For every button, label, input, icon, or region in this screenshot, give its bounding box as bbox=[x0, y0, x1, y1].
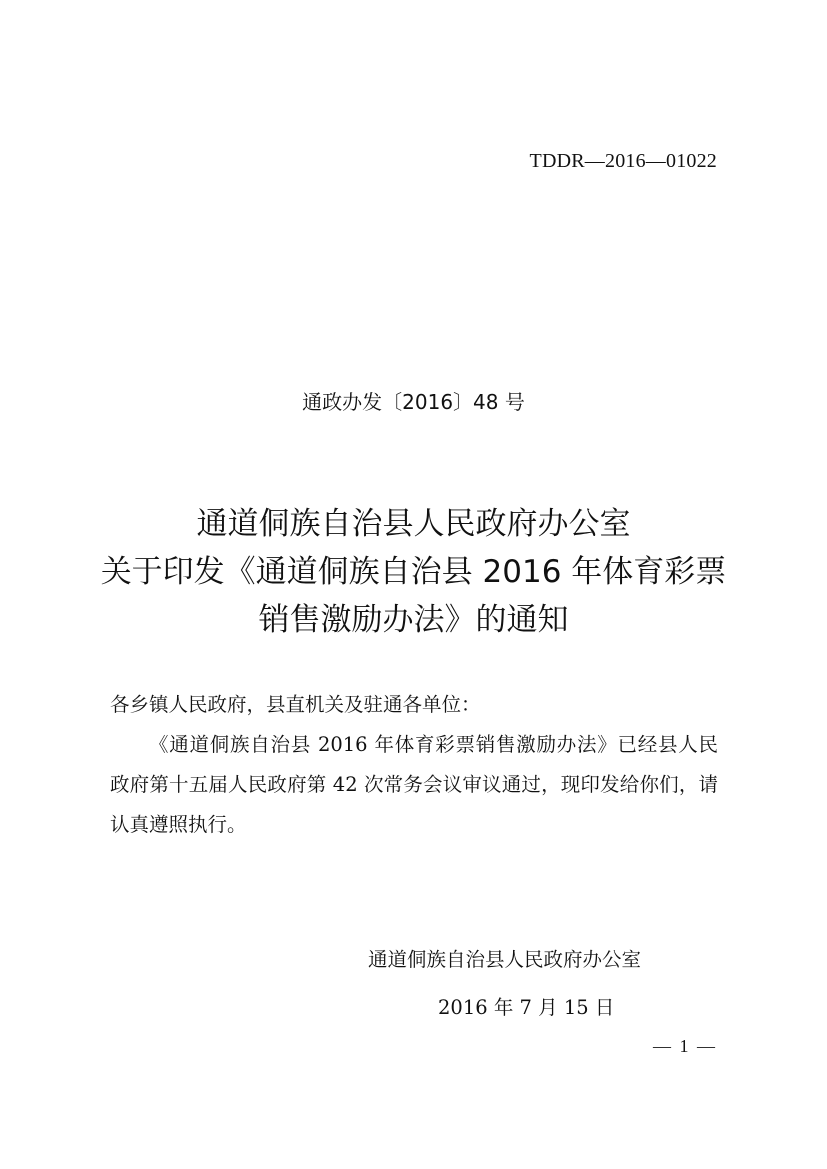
signature-date: 2016 年 7 月 15 日 bbox=[438, 996, 615, 1019]
title-line-3: 销售激励办法》的通知 bbox=[258, 602, 569, 638]
document-body bbox=[110, 685, 718, 845]
document-title bbox=[0, 500, 827, 644]
body-paragraph: 《通道侗族自治县 2016 年体育彩票销售激励办法》已经县人民政府第十五届人民政府第 42 次常务会议审议通过，现印发给你们，请认真遵照执行。 bbox=[110, 733, 718, 836]
signature-organization: 通道侗族自治县人民政府办公室 bbox=[368, 948, 642, 971]
title-line-1: 通道侗族自治县人民政府办公室 bbox=[196, 506, 631, 542]
page-number: — 1 — bbox=[653, 1036, 717, 1056]
document-id: TDDR—2016—01022 bbox=[529, 150, 717, 172]
document-number: 通政办发〔2016〕48 号 bbox=[302, 390, 525, 414]
salutation: 各乡镇人民政府，县直机关及驻通各单位： bbox=[110, 693, 481, 716]
title-line-2: 关于印发《通道侗族自治县 2016 年体育彩票 bbox=[100, 554, 727, 590]
